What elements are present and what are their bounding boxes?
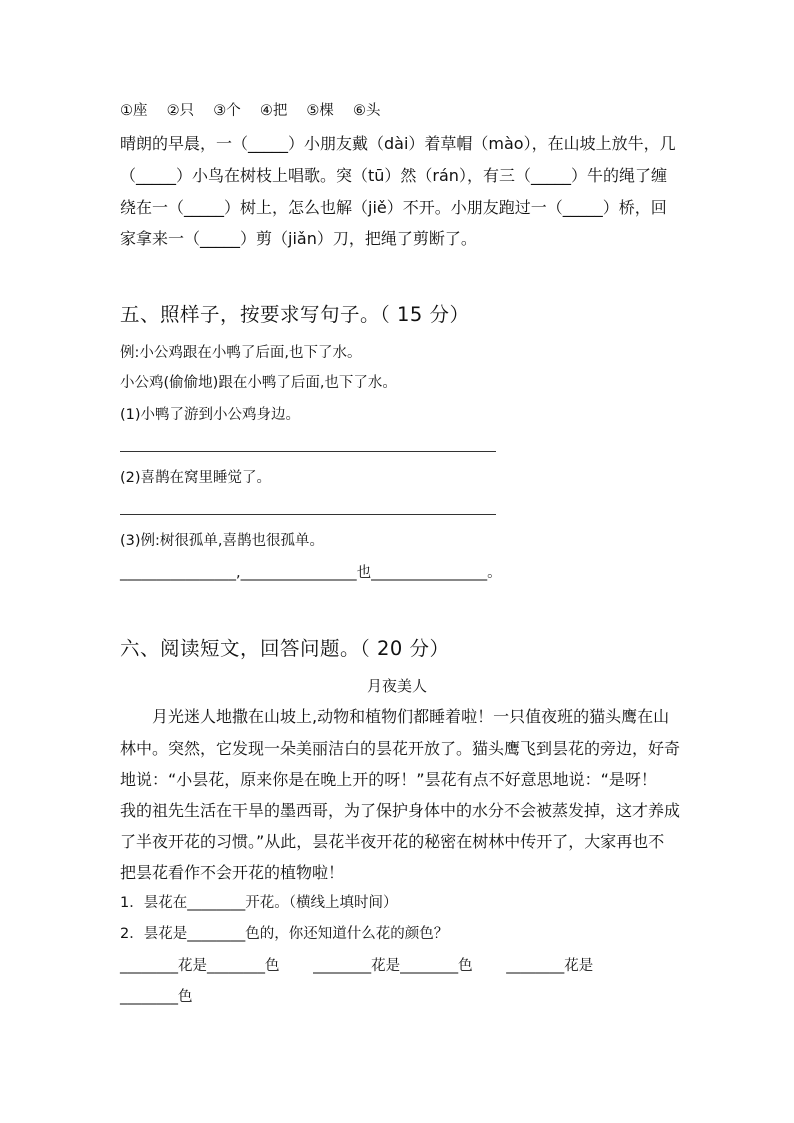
question-2: (2)喜鹊在窝里睡觉了。	[120, 470, 272, 486]
section-five-heading: 五、照样子，按要求写句子。（ 15 分）	[120, 303, 470, 326]
section-six-heading: 六、阅读短文，回答问题。（ 20 分）	[120, 637, 450, 660]
fill-line-1: 晴朗的早晨，一（_____）小朋友戴（dài）着草帽（mào），在山坡上放牛，几	[120, 134, 676, 153]
reading-question-1: 1．昙花在________开花。（横线上填时间）	[120, 895, 398, 911]
example-sentence-revised: 小公鸡(偷偷地)跟在小鸭了后面,也下了水。	[120, 375, 397, 391]
measure-word-options: ①座 ②只 ③个 ④把 ⑤棵 ⑥头	[120, 103, 381, 119]
question-3: (3)例:树很孤单,喜鹊也很孤单。	[120, 533, 325, 549]
reading-answer-blanks-2[interactable]: ________色	[120, 989, 193, 1005]
reading-question-2: 2．昙花是________色的，你还知道什么花的颜色？	[120, 926, 449, 942]
question-1: (1)小鸭了游到小公鸡身边。	[120, 407, 301, 423]
fill-line-2: （_____）小鸟在树枝上唱歌。突（tū）然（rán），有三（_____）牛的绳了缠	[120, 166, 667, 185]
reading-answer-blanks-1[interactable]: ________花是________色 ________花是________色 ________花是	[120, 958, 594, 974]
story-line-4: 我的祖先生活在干旱的墨西哥，为了保护身体中的水分不会被蒸发掉，这才养成	[120, 801, 681, 820]
answer-blanks-3[interactable]: ________________,________________也________________。	[120, 565, 502, 581]
answer-line-1[interactable]	[120, 451, 496, 452]
answer-line-2[interactable]	[120, 514, 496, 515]
fill-line-4: 家拿来一（_____）剪（jiǎn）刀，把绳了剪断了。	[120, 229, 477, 248]
story-line-2: 林中。突然，它发现一朵美丽洁白的昙花开放了。猫头鹰飞到昙花的旁边，好奇	[120, 739, 681, 758]
story-line-5: 了半夜开花的习惯。”从此，昙花半夜开花的秘密在树林中传开了，大家再也不	[120, 832, 665, 851]
example-sentence: 例:小公鸡跟在小鸭了后面,也下了水。	[120, 345, 362, 361]
story-line-3: 地说：“小昙花，原来你是在晚上开的呀！”昙花有点不好意思地说：“是呀！	[120, 770, 657, 789]
fill-line-3: 绕在一（_____）树上，怎么也解（jiě）不开。小朋友跑过一（_____）桥，回	[120, 198, 667, 217]
story-title: 月夜美人	[366, 677, 427, 695]
story-line-6: 把昙花看作不会开花的植物啦！	[120, 863, 345, 882]
story-line-1: 月光迷人地撒在山坡上,动物和植物们都睡着啦！一只值夜班的猫头鹰在山	[120, 707, 670, 726]
